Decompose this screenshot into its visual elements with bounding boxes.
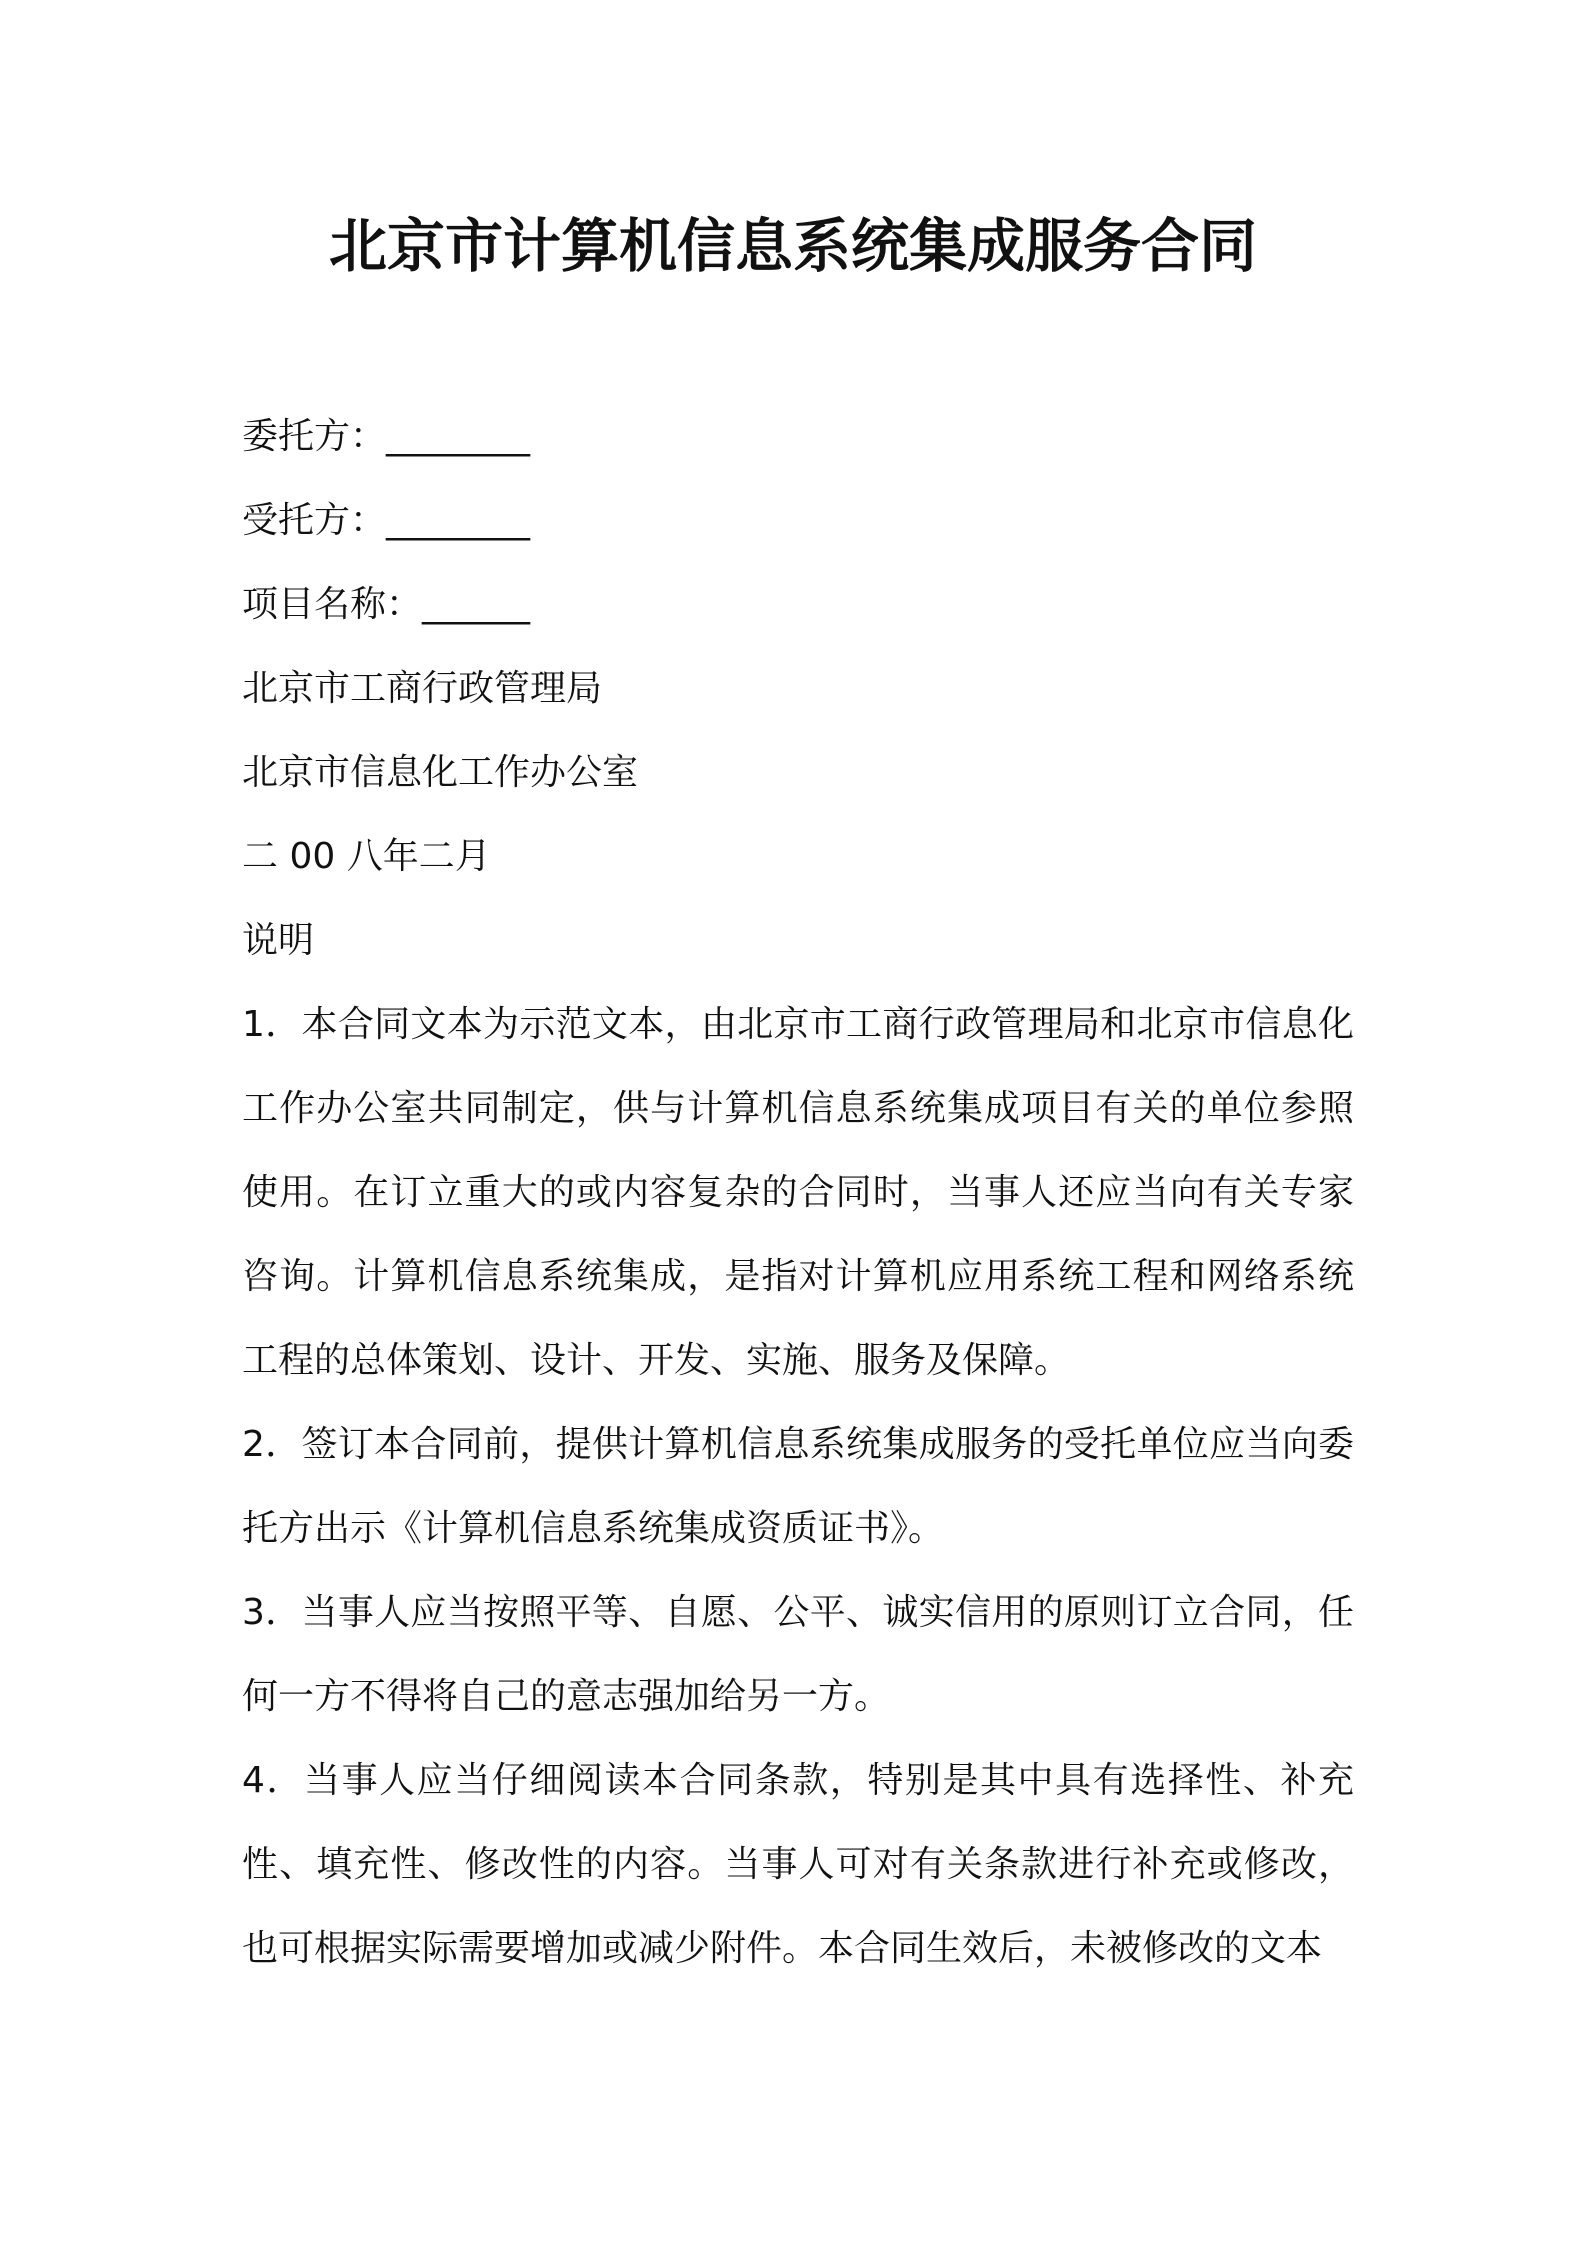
contractor-field: 受托方：________ [242,500,531,541]
project-name-field: 项目名称：______ [242,584,531,625]
issuer-line: 北京市信息化工作办公室 [242,752,639,793]
document-date: 二 00 八年二月 [242,836,491,877]
note-paragraph: 1．本合同文本为示范文本，由北京市工商行政管理局和北京市信息化工作办公室共同制定，供与计算机信息系统集成项目有关的单位参照使用。在订立重大的或内容复杂的合同时，当事人还应当向有关专家咨询。计算机信息系统集成，是指对计算机应用系统工程和网络系统工程的总体策划、设计、开发、实施、服务及保障。 [242,1004,1354,1381]
document-body [242,395,1354,1991]
issuer-line: 北京市工商行政管理局 [242,668,603,709]
notes-heading: 说明 [242,920,315,961]
note-paragraph: 2．签订本合同前，提供计算机信息系统集成服务的受托单位应当向委托方出示《计算机信息系统集成资质证书》。 [242,1424,1354,1549]
document-title: 北京市计算机信息系统集成服务合同 [328,212,1257,280]
note-paragraph: 4．当事人应当仔细阅读本合同条款，特别是其中具有选择性、补充性、填充性、修改性的内容。当事人可对有关条款进行补充或修改，也可根据实际需要增加或减少附件。本合同生效后，未被修改的文本 [242,1760,1354,1969]
client-field: 委托方：________ [242,416,531,457]
note-paragraph: 3．当事人应当按照平等、自愿、公平、诚实信用的原则订立合同，任何一方不得将自己的意志强加给另一方。 [242,1592,1354,1717]
